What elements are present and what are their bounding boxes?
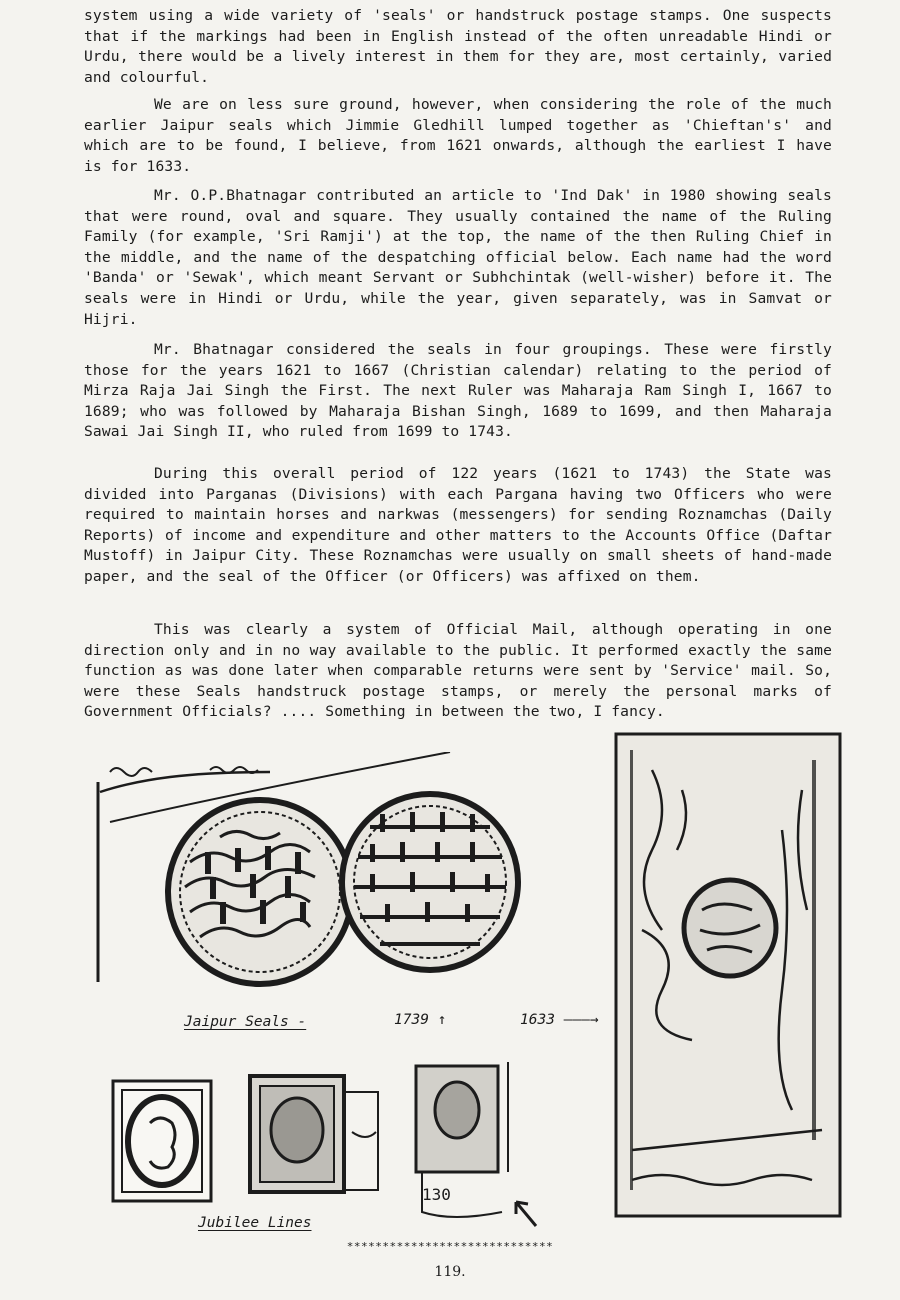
paragraph-4-text: Mr. Bhatnagar considered the seals in four groupings. These were firstly those for the years 1621 to 1667 (Christian calendar) relating to the period of Mirza Raja Jai Singh the First. The next Ruler was Maharaja Ram Singh I, 1667 to 1689; who was followed by Maharaja Bishan Singh, 1689 to 1699, and then Maharaja Sawai Jai Singh II, who ruled from 1699 to 1743. <box>84 341 832 441</box>
up-arrow-icon: ↑ <box>428 1012 447 1028</box>
right-arrow-icon: ———→ <box>554 1012 599 1028</box>
paragraph-6-text: This was clearly a system of Official Mail, although operating in one direction only and in no way available to the public. It performed exactly the same function as was done later when comparable returns were sent by 'Service' mail. So, were these Seals handstruck postage stamps, or merely the personal marks of Government Officials? .... Something in between the two, I fancy. <box>84 621 832 721</box>
jubilee-stamp-1 <box>110 1078 214 1204</box>
seal-1633-document <box>612 730 844 1220</box>
page-number: 119. <box>434 1264 466 1280</box>
year-1739-text: 1739 <box>394 1012 429 1028</box>
paragraph-1 <box>84 6 832 88</box>
jubilee-stamp-2 <box>246 1072 382 1196</box>
year-1739-label <box>394 1012 446 1028</box>
jaipur-seals-caption: Jaipur Seals - <box>184 1014 307 1030</box>
seal-1633-round <box>168 800 352 984</box>
postmark-text: 130 <box>422 1185 451 1204</box>
paragraph-3 <box>84 186 832 330</box>
paragraph-6 <box>84 620 832 723</box>
paragraph-2 <box>84 95 832 177</box>
jubilee-stamp-3 <box>412 1062 552 1234</box>
jubilee-lines-caption: Jubilee Lines <box>198 1215 312 1231</box>
section-divider: ***************************** <box>346 1240 554 1253</box>
paragraph-2-text: We are on less sure ground, however, when considering the role of the much earlier Jaipur seals which Jimmie Gledhill lumped together as 'Chieftan's' and which are to be found, I believe, from 1621 onwards, although the earliest I have is for 1633. <box>84 96 832 175</box>
paragraph-1-text: system using a wide variety of 'seals' or handstruck postage stamps. One suspects that if the markings had been in English instead of the often unreadable Hindi or Urdu, there would be a lively interest in them for they are, most certainly, varied and colourful. <box>84 7 832 86</box>
year-1633-text: 1633 <box>520 1012 555 1028</box>
jaipur-seals-illustration <box>90 752 570 1012</box>
paragraph-5-text: During this overall period of 122 years (1621 to 1743) the State was divided into Parganas (Divisions) with each Pargana having two Officers who were required to maintain horses and narkwas (messengers) for sending Roznamchas (Daily Reports) of income and expenditure and other matters to the Accounts Office (Daftar Mustoff) in Jaipur City. These Roznamchas were usually on small sheets of hand-made paper, and the seal of the Officer (or Officers) was affixed on them. <box>84 465 832 585</box>
seal-1739-round <box>342 794 518 970</box>
pointer-arrow-icon <box>516 1202 536 1226</box>
paragraph-5 <box>84 464 832 588</box>
paragraph-3-text: Mr. O.P.Bhatnagar contributed an article to 'Ind Dak' in 1980 showing seals that were round, oval and square. They usually contained the name of the Ruling Family (for example, 'Sri Ramji') at the top, the name of the then Ruling Chief in the middle, and the name of the despatching official below. Each name had the word 'Banda' or 'Sewak', which meant Servant or Subhchintak (well-wisher) before it. The seals were in Hindi or Urdu, while the year, given separately, was in Samvat or Hijri. <box>84 187 832 328</box>
year-1633-label <box>520 1012 599 1028</box>
paragraph-4 <box>84 340 832 443</box>
